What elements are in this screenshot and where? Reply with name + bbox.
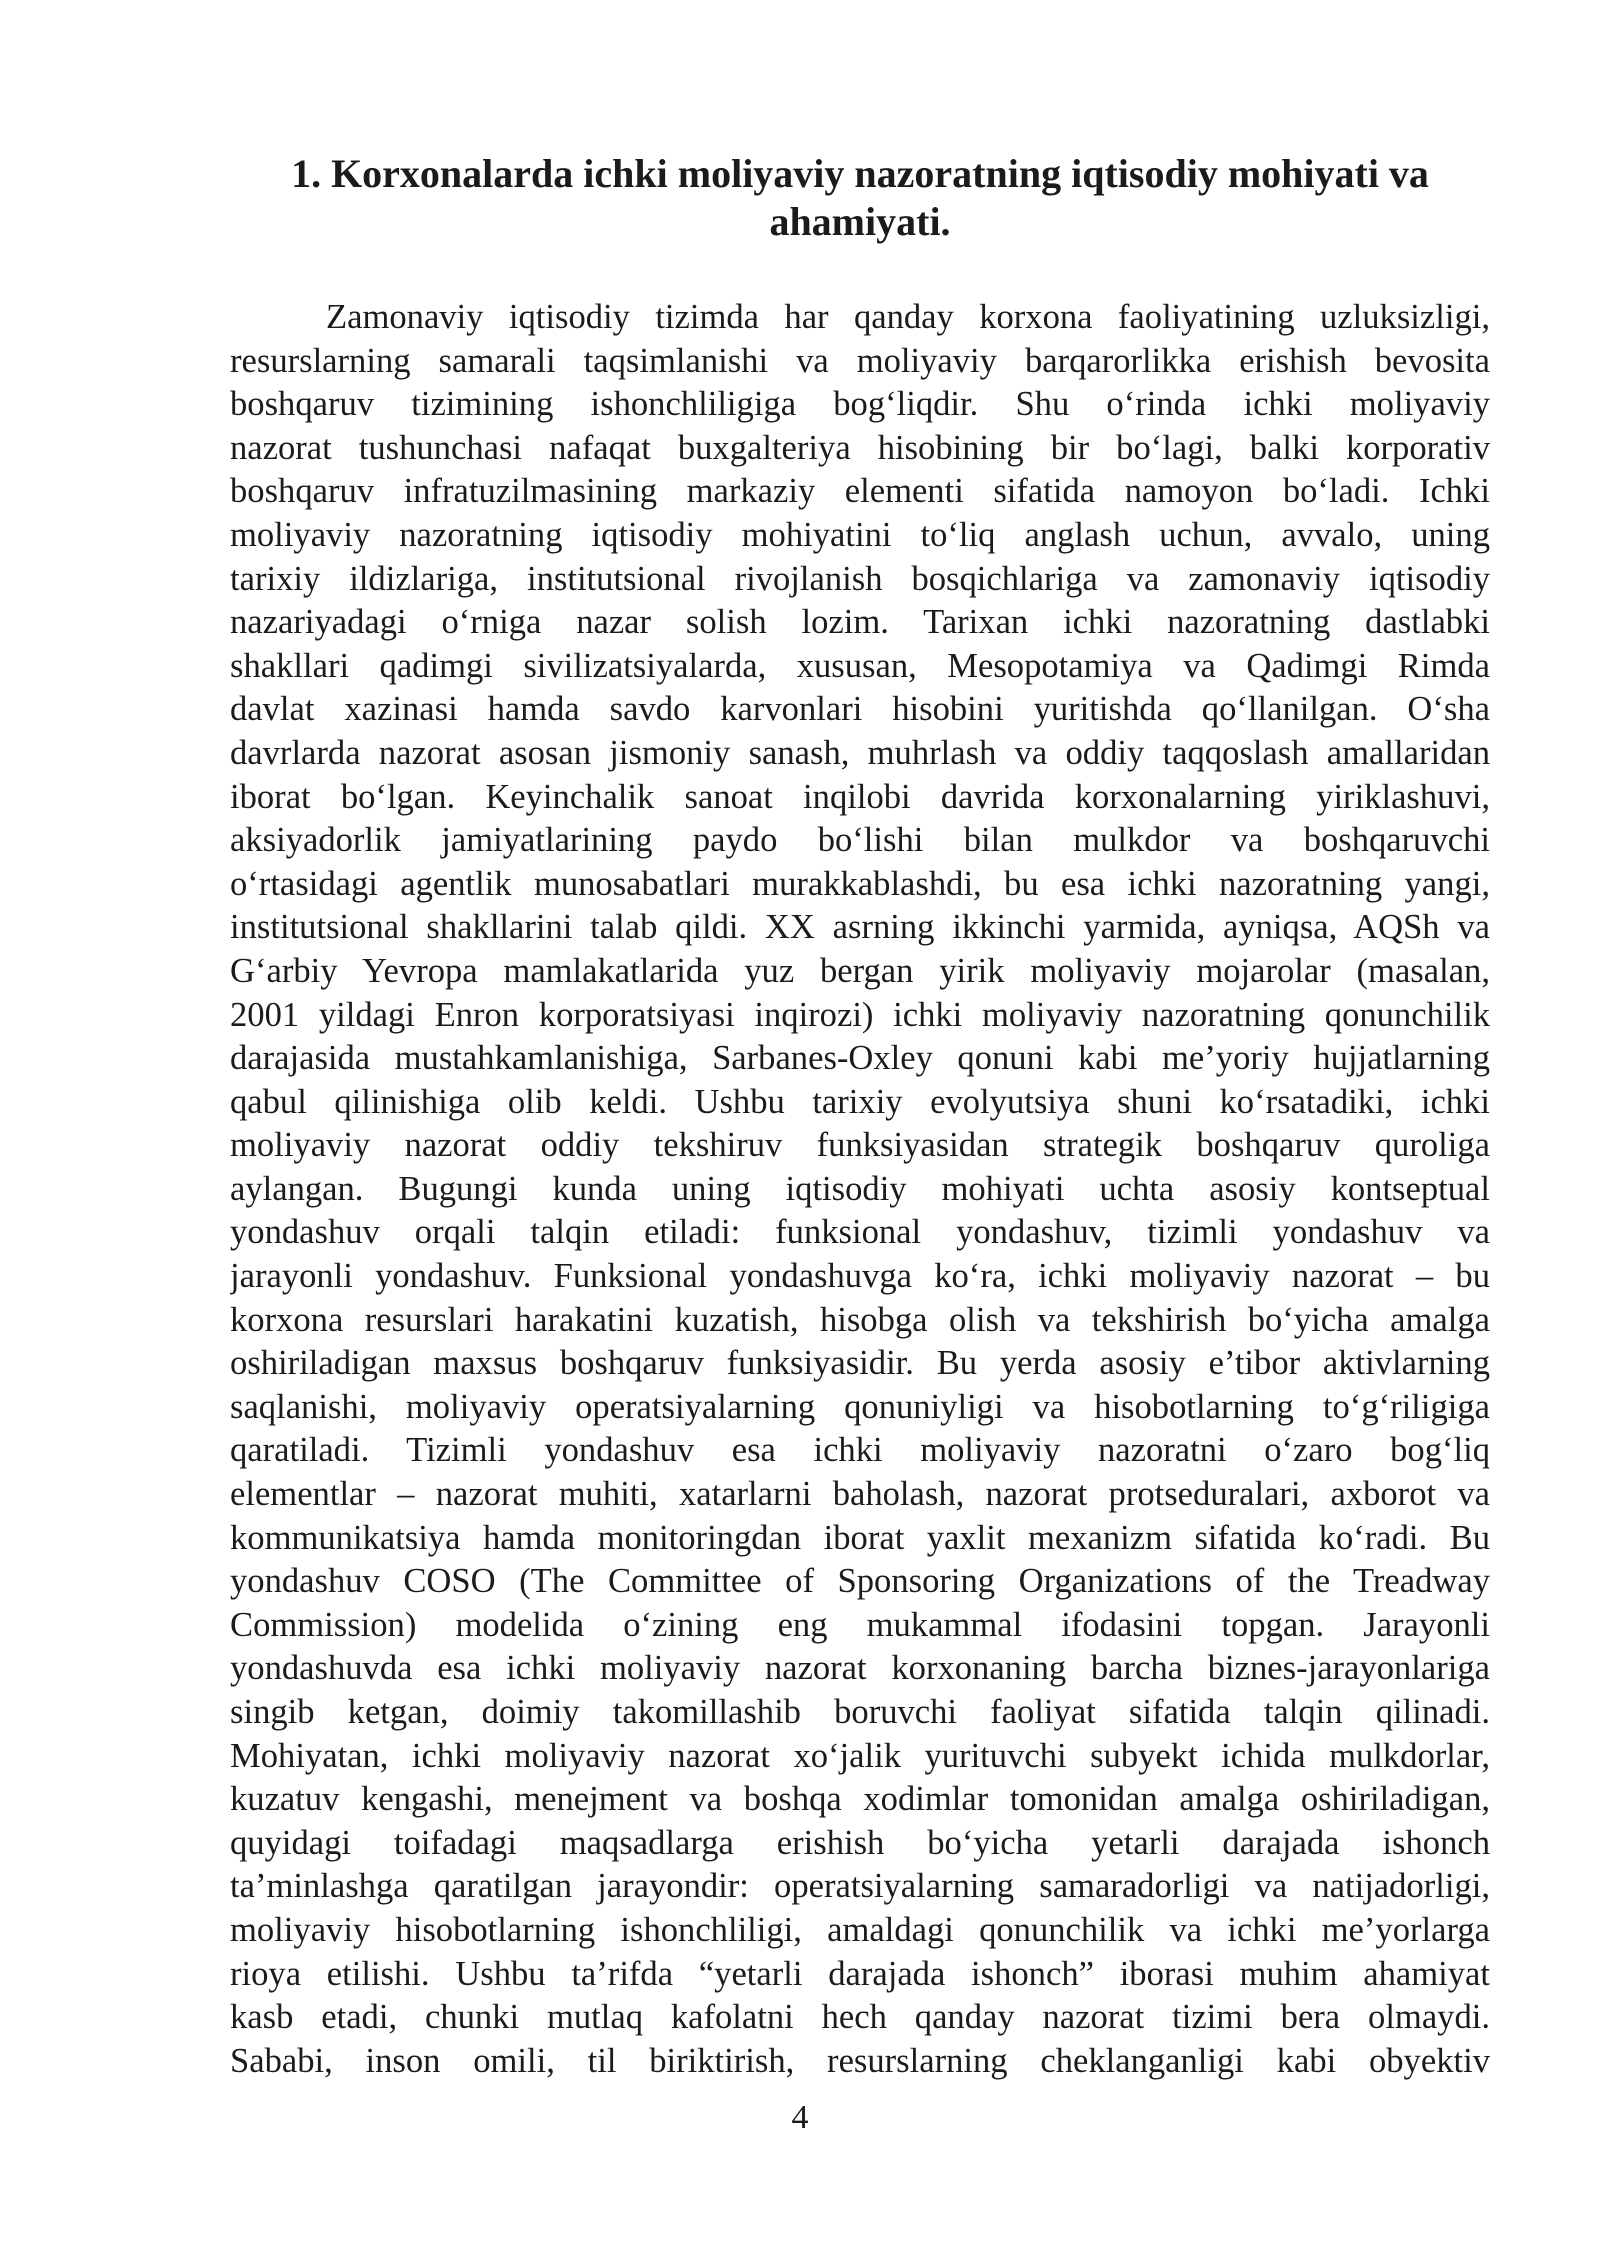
paragraph-line: G‘arbiy Yevropa mamlakatlarida yuz bergan yirik moliyaviy mojarolar (masalan, — [230, 951, 1490, 990]
paragraph-line: elementlar – nazorat muhiti, xatarlarni baholash, nazorat protseduralari, axborot va — [230, 1475, 1490, 1514]
heading-line: 1. Korxonalarda ichki moliyaviy nazoratning iqtisodiy mohiyati va — [291, 151, 1429, 196]
paragraph-line: kommunikatsiya hamda monitoringdan iborat yaxlit mexanizm sifatida ko‘radi. Bu — [230, 1518, 1490, 1557]
paragraph-line: Mohiyatan, ichki moliyaviy nazorat xo‘jalik yurituvchi subyekt ichida mulkdorlar, — [230, 1736, 1490, 1775]
paragraph-line: Commission) modelida o‘zining eng mukammal ifodasini topgan. Jarayonli — [230, 1605, 1490, 1644]
paragraph-line: davrlarda nazorat asosan jismoniy sanash, muhrlash va oddiy taqqoslash amallaridan — [230, 733, 1490, 772]
paragraph-line: kuzatuv kengashi, menejment va boshqa xodimlar tomonidan amalga oshiriladigan, — [230, 1780, 1490, 1819]
paragraph-line: resurslarning samarali taqsimlanishi va moliyaviy barqarorlikka erishish bevosita — [230, 341, 1490, 380]
paragraph-line: jarayonli yondashuv. Funksional yondashuvga ko‘ra, ichki moliyaviy nazorat – bu — [230, 1257, 1490, 1296]
paragraph-line: boshqaruv infratuzilmasining markaziy elementi sifatida namoyon bo‘ladi. Ichki — [230, 472, 1490, 511]
paragraph-line: qabul qilinishiga olib keldi. Ushbu tarixiy evolyutsiya shuni ko‘rsatadiki, ichki — [230, 1082, 1490, 1121]
paragraph-line: davlat xazinasi hamda savdo karvonlari hisobini yuritishda qo‘llanilgan. O‘sha — [230, 690, 1490, 729]
paragraph-line: shakllari qadimgi sivilizatsiyalarda, xususan, Mesopotamiya va Qadimgi Rimda — [230, 646, 1490, 685]
paragraph-line: iborat bo‘lgan. Keyinchalik sanoat inqilobi davrida korxonalarning yiriklashuvi, — [230, 777, 1490, 816]
paragraph-line: singib ketgan, doimiy takomillashib boruvchi faoliyat sifatida talqin qilinadi. — [230, 1693, 1490, 1731]
paragraph-line: oshiriladigan maxsus boshqaruv funksiyasidir. Bu yerda asosiy e’tibor aktivlarning — [230, 1344, 1490, 1383]
paragraph-line: qaratiladi. Tizimli yondashuv esa ichki moliyaviy nazoratni o‘zaro bog‘liq — [230, 1431, 1490, 1470]
paragraph-line: Zamonaviy iqtisodiy tizimda har qanday korxona faoliyatining uzluksizligi, — [326, 298, 1490, 336]
paragraph-line: ta’minlashga qaratilgan jarayondir: operatsiyalarning samaradorligi va natijadorligi, — [230, 1867, 1490, 1906]
page-number: 4 — [791, 2099, 809, 2136]
paragraph-line: moliyaviy nazoratning iqtisodiy mohiyatini to‘liq anglash uchun, avvalo, uning — [230, 515, 1490, 554]
paragraph-line: quyidagi toifadagi maqsadlarga erishish bo‘yicha yetarli darajada ishonch — [230, 1823, 1490, 1862]
body-paragraph — [230, 296, 1490, 2083]
paragraph-line: yondashuv COSO (The Committee of Sponsoring Organizations of the Treadway — [230, 1562, 1490, 1601]
paragraph-line: moliyaviy nazorat oddiy tekshiruv funksiyasidan strategik boshqaruv quroliga — [230, 1126, 1490, 1165]
paragraph-line: o‘rtasidagi agentlik munosabatlari murakkablashdi, bu esa ichki nazoratning yangi, — [230, 864, 1490, 903]
paragraph-line: nazorat tushunchasi nafaqat buxgalteriya hisobining bir bo‘lagi, balki korporativ — [230, 428, 1490, 467]
paragraph-line: aksiyadorlik jamiyatlarining paydo bo‘lishi bilan mulkdor va boshqaruvchi — [230, 821, 1490, 860]
paragraph-line: yondashuv orqali talqin etiladi: funksional yondashuv, tizimli yondashuv va — [230, 1213, 1490, 1252]
paragraph-line: institutsional shakllarini talab qildi. XX asrning ikkinchi yarmida, ayniqsa, AQSh va — [230, 908, 1490, 947]
paragraph-line: moliyaviy hisobotlarning ishonchliligi, amaldagi qonunchilik va ichki me’yorlarga — [230, 1910, 1490, 1949]
paragraph-line: rioya etilishi. Ushbu ta’rifda “yetarli darajada ishonch” iborasi muhim ahamiyat — [230, 1954, 1490, 1993]
paragraph-line: aylangan. Bugungi kunda uning iqtisodiy mohiyati uchta asosiy kontseptual — [230, 1169, 1490, 1208]
section-heading — [230, 150, 1490, 246]
paragraph-line: korxona resurslari harakatini kuzatish, hisobga olish va tekshirish bo‘yicha amalga — [230, 1300, 1490, 1339]
paragraph-line: kasb etadi, chunki mutlaq kafolatni hech qanday nazorat tizimi bera olmaydi. — [230, 1998, 1490, 2037]
paragraph-line: darajasida mustahkamlanishiga, Sarbanes-Oxley qonuni kabi me’yoriy hujjatlarning — [230, 1039, 1490, 1078]
paragraph-line: boshqaruv tizimining ishonchliligiga bog‘liqdir. Shu o‘rinda ichki moliyaviy — [230, 385, 1490, 424]
paragraph-line: 2001 yildagi Enron korporatsiyasi inqirozi) ichki moliyaviy nazoratning qonunchilik — [230, 995, 1490, 1034]
paragraph-line: saqlanishi, moliyaviy operatsiyalarning qonuniyligi va hisobotlarning to‘g‘riligiga — [230, 1387, 1490, 1426]
paragraph-line: nazariyadagi o‘rniga nazar solish lozim. Tarixan ichki nazoratning dastlabki — [230, 603, 1490, 642]
paragraph-line: yondashuvda esa ichki moliyaviy nazorat korxonaning barcha biznes-jarayonlariga — [230, 1649, 1490, 1688]
paragraph-line: Sababi, inson omili, til biriktirish, resurslarning cheklanganligi kabi obyektiv — [230, 2041, 1490, 2080]
heading-line: ahamiyati. — [769, 199, 951, 244]
paragraph-line: tarixiy ildizlariga, institutsional rivojlanish bosqichlariga va zamonaviy iqtisodiy — [230, 559, 1490, 598]
